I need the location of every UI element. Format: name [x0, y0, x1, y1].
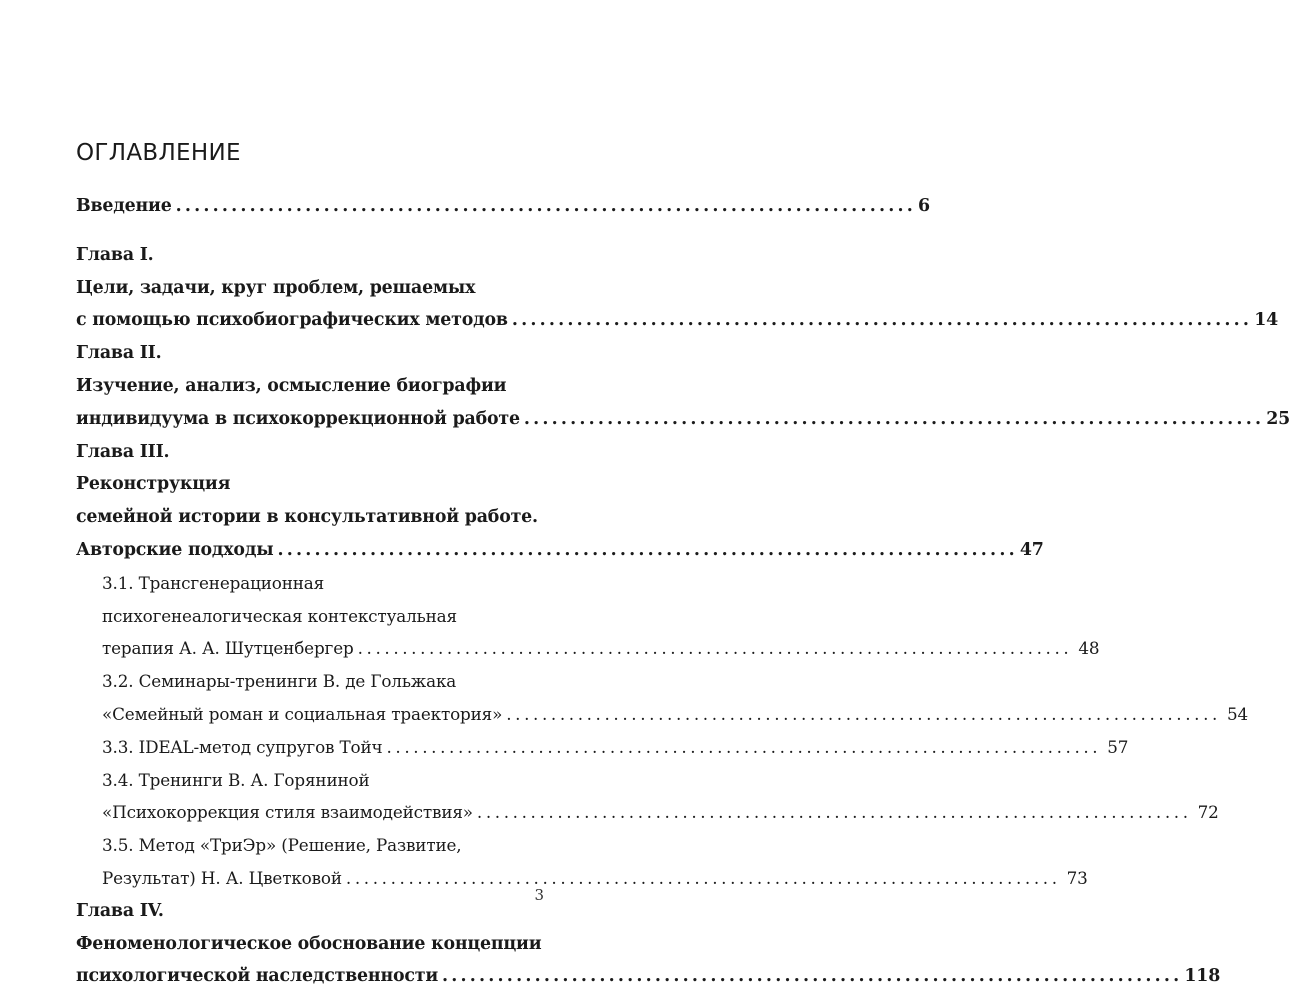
leader-dots: ................................................................................: [345, 867, 1061, 888]
toc-entry-text: 3.1. Трансгенерационная: [102, 572, 325, 593]
toc-page-number: 14: [1254, 310, 1278, 331]
toc-page-number: 72: [1197, 802, 1219, 823]
leader-dots: ................................................................................: [511, 310, 1253, 331]
toc-entry-s31[interactable]: [76, 632, 1100, 665]
leader-dots: ................................................................................: [442, 966, 1183, 987]
leader-dots: ................................................................................: [277, 539, 1018, 560]
toc-page-number: 73: [1066, 867, 1088, 888]
toc-entry-text: 3.3. IDEAL-метод супругов Тойч: [102, 736, 383, 757]
toc-entry-text: психогенеалогическая контекстуальная: [102, 605, 457, 626]
toc-entry-text: «Психокоррекция стиля взаимодействия»: [102, 802, 473, 823]
toc-entry-s34[interactable]: [76, 796, 1219, 829]
leader-dots: ................................................................................: [386, 736, 1102, 757]
toc-entry-s32[interactable]: [76, 698, 1249, 731]
toc-entry-ch2[interactable]: [76, 403, 1290, 436]
toc-entry-text: Авторские подходы: [76, 539, 274, 560]
leader-dots: ................................................................................: [476, 802, 1192, 823]
toc-entry-text: индивидуума в психокоррекционной работе: [76, 408, 520, 429]
toc-page-number: 118: [1184, 966, 1221, 987]
chapter-heading: Глава II.: [76, 343, 162, 364]
toc-entry-ch3[interactable]: [76, 534, 1044, 567]
chapter-heading: Глава III.: [76, 441, 170, 462]
chapter-heading: Глава I.: [76, 244, 154, 265]
leader-dots: ................................................................................: [506, 703, 1221, 724]
toc-entry-text: 3.4. Тренинги В. А. Горяниной: [102, 769, 370, 790]
leader-dots: ................................................................................: [357, 638, 1073, 659]
toc-entry-text: 3.2. Семинары-тренинги В. де Гольжака: [102, 671, 457, 692]
toc-page-number: 47: [1019, 539, 1044, 560]
toc-entry-ch4[interactable]: [76, 960, 1221, 993]
toc-entry-ch1[interactable]: [76, 304, 1278, 337]
toc-entry-text: психологической наследственности: [76, 966, 439, 987]
toc-page-number: 57: [1107, 736, 1129, 757]
toc-entry-text: Введение: [76, 196, 172, 216]
toc-entry-text: Реконструкция: [76, 474, 231, 495]
toc-page-number: 54: [1226, 703, 1249, 724]
toc-entry-s33[interactable]: [76, 731, 1129, 764]
toc-entry-text: Результат) Н. А. Цветковой: [102, 867, 342, 888]
toc-page-number: 6: [917, 196, 930, 216]
toc-entry-text: 3.5. Метод «ТриЭр» (Решение, Развитие,: [102, 835, 462, 856]
toc-page-number: 48: [1078, 638, 1100, 659]
toc-entry-text: Феноменологическое обоснование концепции: [76, 933, 542, 954]
leader-dots: ................................................................................: [523, 408, 1265, 429]
toc-page-number: 25: [1266, 408, 1290, 429]
toc-entry-text: Цели, задачи, круг проблем, решаемых: [76, 277, 476, 298]
page-title: ОГЛАВЛЕНИЕ: [76, 140, 241, 166]
toc-entry-text: семейной истории в консультативной работе.: [76, 507, 538, 528]
page-number: 3: [534, 886, 544, 904]
toc-entry-s35[interactable]: [76, 862, 1088, 895]
toc-entry-intro[interactable]: [76, 190, 930, 223]
chapter-heading: Глава IV.: [76, 900, 164, 921]
table-of-contents: [76, 190, 1290, 993]
toc-entry-text: терапия А. А. Шутценбергер: [102, 638, 354, 659]
leader-dots: ................................................................................: [175, 196, 916, 216]
toc-entry-text: «Семейный роман и социальная траектория»: [102, 703, 503, 724]
toc-entry-text: Изучение, анализ, осмысление биографии: [76, 375, 507, 396]
toc-entry-text: с помощью психобиографических методов: [76, 310, 508, 331]
